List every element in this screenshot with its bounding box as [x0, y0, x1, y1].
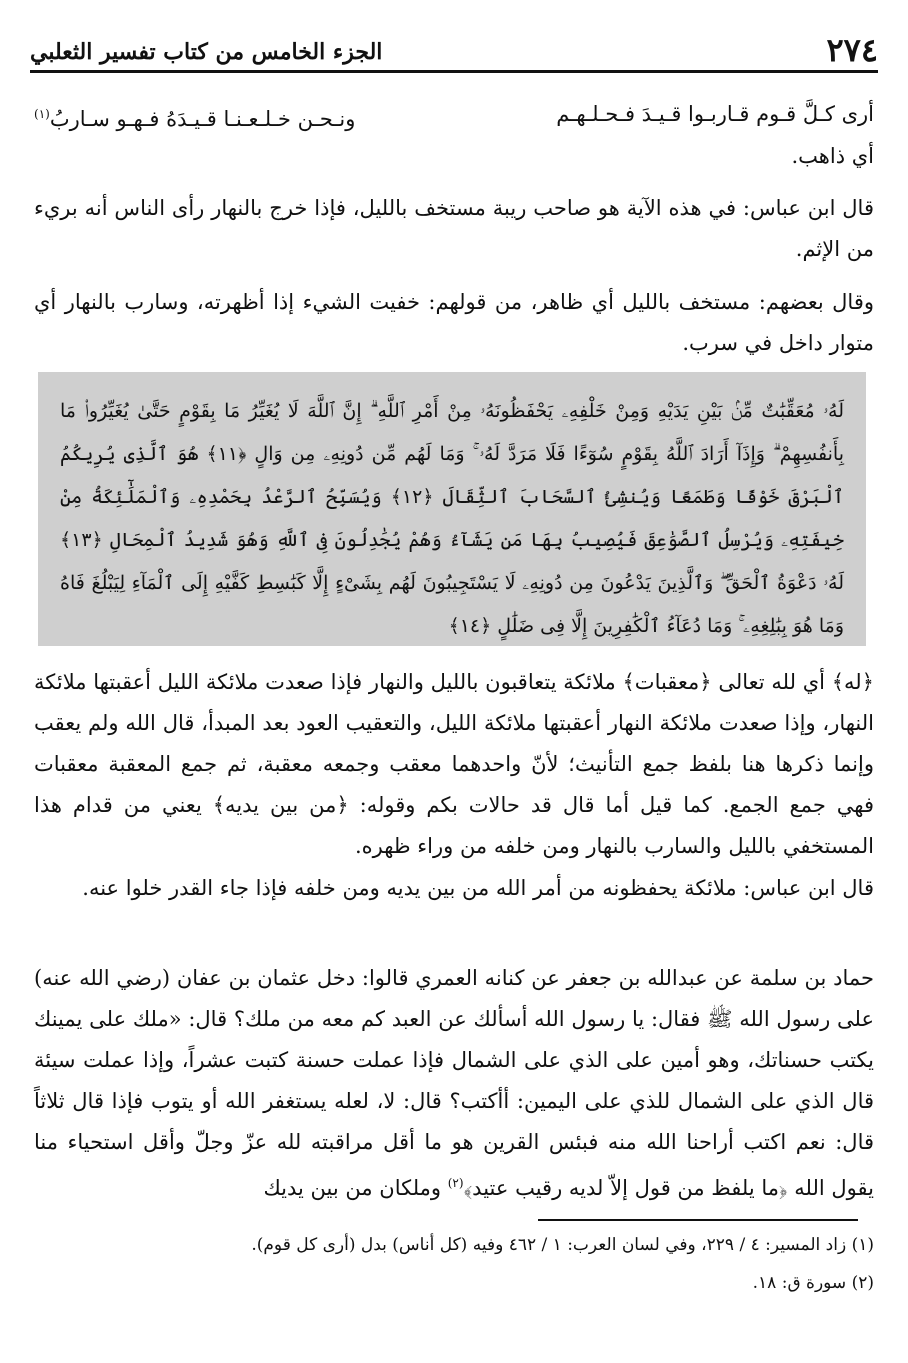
paragraph-3: وقال بعضهم: مستخف بالليل أي ظاهر، من قولهم: خفيت الشيء إذا أظهرته، وسارب بالنهار أي متوار داخل في سرب. [34, 290, 874, 355]
footnote-divider [538, 1219, 858, 1221]
paragraph-5: قال ابن عباس: ملائكة يحفظونه من أمر الله من بين يديه ومن خلفه فإذا جاء القدر خلوا عنه. [82, 876, 874, 900]
paragraph-6-tail: وملكان من بين يديك [263, 1176, 448, 1200]
verse-second-hemistich: ونـحـن خـلـعـنـا قـيـدَهُ فـهـو سـاربُ$^{(١)}$ [34, 107, 356, 131]
page-header [30, 28, 878, 73]
footnote-1: (١) زاد المسير: ٤ / ٢٢٩، وفي لسان العرب: ١ / ٤٦٢ وفيه (كل أناس) بدل (أرى كل قوم). [251, 1235, 874, 1255]
quran-passage-box: لَهُۥ مُعَقِّبَٰتٌ مِّنۢ بَيْنِ يَدَيْهِ وَمِنْ خَلْفِهِۦ يَحْفَظُونَهُۥ مِنْ أَمْرِ ٱللَّهِ ۗ إِنَّ ٱللَّهَ لَا يُغَيِّرُ مَا بِقَوْمٍ حَتَّىٰ يُغَيِّرُوا۟ مَا بِأَنفُسِهِمْ ۗ وَإِذَآ أَرَادَ ٱللَّهُ بِقَوْمٍ سُوٓءًا فَلَا مَرَدَّ لَهُۥ ۚ وَمَا لَهُم مِّن دُونِهِۦ مِن وَالٍ ﴿١١﴾ هُوَ ٱلَّذِى يُرِيكُمُ ٱلْبَرْقَ خَوْفًا وَطَمَعًا وَيُنشِئُ ٱلسَّحَابَ ٱلثِّقَالَ ﴿١٢﴾ وَيُسَبِّحُ ٱلرَّعْدُ بِحَمْدِهِۦ وَٱلْمَلَٰٓئِكَةُ مِنْ خِيفَتِهِۦ وَيُرْسِلُ ٱلصَّوَٰعِقَ فَيُصِيبُ بِهَا مَن يَشَآءُ وَهُمْ يُجَٰدِلُونَ فِى ٱللَّهِ وَهُوَ شَدِيدُ ٱلْمِحَالِ ﴿١٣﴾ لَهُۥ دَعْوَةُ ٱلْحَقِّ ۖ وَٱلَّذِينَ يَدْعُونَ مِن دُونِهِۦ لَا يَسْتَجِيبُونَ لَهُم بِشَىْءٍ إِلَّا كَبَٰسِطِ كَفَّيْهِ إِلَى ٱلْمَآءِ لِيَبْلُغَ فَاهُ وَمَا هُوَ بِبَٰلِغِهِۦ ۚ وَمَا دُعَآءُ ٱلْكَٰفِرِينَ إِلَّا فِى ضَلَٰلٍ ﴿١٤﴾ [38, 372, 866, 646]
footnote-marker-2: (٢) [447, 1176, 464, 1190]
paragraph-4: ﴿له﴾ أي لله تعالى ﴿معقبات﴾ ملائكة يتعاقبون بالليل والنهار فإذا صعدت ملائكة الليل أعقبتها ملائكة النهار، وإذا صعدت ملائكة النهار أعقبتها ملائكة الليل، والتعقيب العود بعد المبدأ، قال الله ولم يعقب وإنما ذكرها هنا بلفظ جمع التأنيث؛ لأنّ واحدهما معقب وجمعه معقبة، ثم جمع المعقبة معقبات فهي جمع الجمع. كما قيل أما قال قد حالات بكم وقوله: ﴿من بين يديه﴾ يعني من قدام هذا المستخفي بالليل والسارب بالنهار ومن خلفه من وراء ظهره. [34, 670, 874, 858]
paragraph-1: أي ذاهب. [791, 144, 874, 168]
paragraph-6-text: حماد بن سلمة عن عبدالله بن جعفر عن كنانه العمري قالوا: دخل عثمان بن عفان (رضي الله عنه) على رسول الله ﷺ فقال: يا رسول الله أسألك عن العبد كم معه من ملك؟ قال: «ملك على يمينك يكتب حسناتك، وهو أمين على الذي على الشمال فإذا عملت حسنة كتبت عشراً، وإذا عملت سيئة قال الذي على الشمال للذي على اليمين: أأكتب؟ قال: لا، لعله يستغفر الله أو يتوب فإذا قال ثلاثاً قال: نعم اكتب أراحنا الله منه فبئس القرين هو ما أقل مراقبته لله عزّ وجلّ وأقل استحياء منا يقول الله ﴿ما يلفظ من قول إلاّ لديه رقيب عتيد﴾ [34, 966, 874, 1200]
paragraph-2: قال ابن عباس: في هذه الآية هو صاحب ريبة مستخف بالليل، فإذا خرج بالنهار رأى الناس أنه بريء من الإثم. [34, 196, 874, 261]
footnote-marker-1: (١) [34, 107, 50, 121]
verse-first-hemistich: أرى كـلَّ قـوم قـاربـوا قـيـدَ فـحـلـهـم [556, 102, 874, 126]
footnote-2: (٢) سورة ق: ١٨. [752, 1273, 874, 1293]
running-title: الجزء الخامس من كتاب تفسير الثعلبي [30, 39, 383, 65]
paragraph-6 [34, 958, 874, 1209]
page-number: ٢٧٤ [826, 31, 878, 69]
poetry-verse [34, 94, 874, 134]
